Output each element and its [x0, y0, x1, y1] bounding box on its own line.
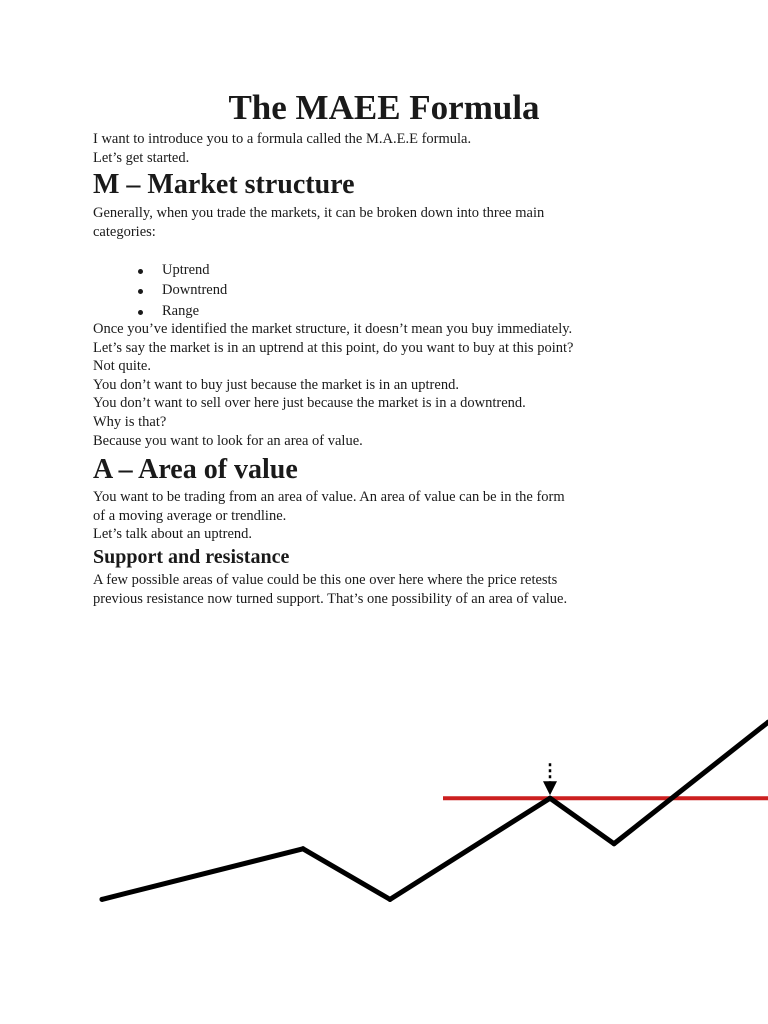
section-heading-support-resistance: Support and resistance: [93, 546, 290, 568]
paragraph-line: Once you’ve identified the market structure, it doesn’t mean you buy immediately.: [93, 321, 573, 337]
document-title: The MAEE Formula: [228, 88, 540, 127]
list-item-label: Range: [162, 302, 200, 319]
paragraph-line: Generally, when you trade the markets, it can be broken down into three main: [93, 205, 545, 221]
paragraph-line: Because you want to look for an area of value.: [93, 432, 363, 449]
paragraph-line: You don’t want to buy just because the market is in an uptrend.: [93, 376, 459, 393]
paragraph-line: Let’s talk about an uptrend.: [93, 526, 253, 543]
list-item-label: Downtrend: [162, 282, 228, 299]
paragraph-line: previous resistance now turned support. That’s one possibility of an area of value.: [93, 590, 568, 607]
paragraph-line: Let’s say the market is in an uptrend at this point, do you want to buy at this point?: [93, 339, 574, 356]
price-line-segment: [614, 722, 768, 843]
paragraph-line: Why is that?: [93, 413, 167, 430]
paragraph-line: A few possible areas of value could be this one over here where the price retests: [93, 572, 558, 588]
list-item-label: Uptrend: [162, 262, 210, 278]
down-arrow-icon: [543, 763, 557, 795]
price-line-segment: [303, 849, 390, 900]
intro-line: I want to introduce you to a formula called the M.A.E.E formula.: [93, 131, 472, 147]
section-heading-market-structure: M – Market structure: [93, 169, 355, 200]
paragraph-line: You want to be trading from an area of value. An area of value can be in the form: [93, 489, 565, 505]
price-point: [548, 796, 553, 801]
intro-line: Let’s get started.: [93, 149, 190, 166]
price-point: [301, 846, 306, 851]
price-line-segment: [550, 798, 614, 844]
price-point: [612, 841, 617, 846]
price-point: [388, 897, 393, 902]
price-point: [100, 897, 105, 902]
paragraph-line: Not quite.: [93, 358, 151, 375]
section-heading-area-of-value: A – Area of value: [93, 454, 298, 485]
paragraph-line: categories:: [93, 223, 156, 240]
paragraph-line: You don’t want to sell over here just because the market is in a downtrend.: [93, 395, 526, 412]
price-line-segment: [102, 849, 303, 900]
price-line-segment: [390, 798, 550, 899]
paragraph-line: of a moving average or trendline.: [93, 507, 287, 524]
